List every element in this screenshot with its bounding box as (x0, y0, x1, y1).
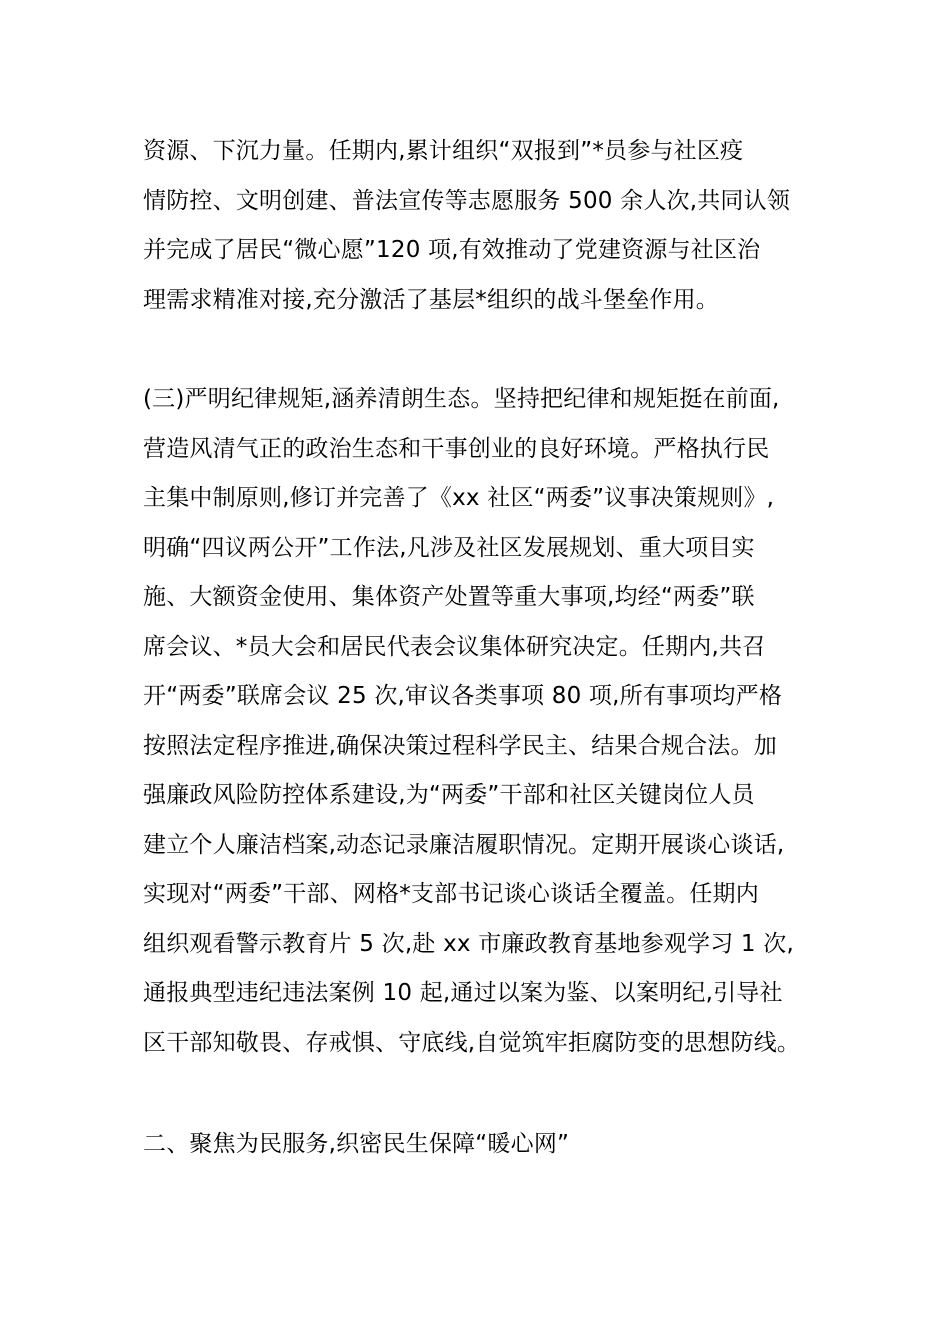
text-line: 明确“四议两公开”工作法,凡涉及社区发展规划、重大项目实 (143, 534, 755, 561)
section-heading (143, 1120, 823, 1170)
text-line: 开“两委”联席会议 25 次,审议各类事项 80 项,所有事项均严格 (143, 683, 783, 709)
text-line: 施、大额资金使用、集体资产处置等重大事项,均经“两委”联 (143, 584, 755, 610)
paragraph-resources (143, 127, 823, 325)
text-line: 情防控、文明创建、普法宣传等志愿服务 500 余人次,共同认领 (143, 187, 791, 214)
text-line: 强廉政风险防控体系建设,为“两委”干部和社区关键岗位人员 (143, 782, 755, 808)
heading-text: 二、聚焦为民服务,织密民生保障“暖心网” (143, 1131, 570, 1157)
text-line: 建立个人廉洁档案,动态记录廉洁履职情况。定期开展谈心谈话, (143, 831, 785, 858)
text-line: 通报典型违纪违法案例 10 起,通过以案为鉴、以案明纪,引导社 (143, 980, 783, 1006)
paragraph-discipline (143, 375, 823, 1068)
text-line: 资源、下沉力量。任期内,累计组织“双报到”*员参与社区疫 (143, 138, 744, 164)
text-line: 理需求精准对接,充分激活了基层*组织的战斗堡垒作用。 (143, 286, 720, 313)
text-line: 席会议、*员大会和居民代表会议集体研究决定。任期内,共召 (143, 633, 766, 660)
text-line: 实现对“两委”干部、网格*支部书记谈心谈话全覆盖。任期内 (143, 881, 759, 907)
text-line: 营造风清气正的政治生态和干事创业的良好环境。严格执行民 (143, 435, 770, 462)
text-line: 并完成了居民“微心愿”120 项,有效推动了党建资源与社区治 (143, 237, 761, 263)
text-line: 主集中制原则,修订并完善了《xx 社区“两委”议事决策规则》, (143, 485, 775, 511)
text-line: 按照法定程序推进,确保决策过程科学民主、结果合规合法。加 (143, 732, 777, 759)
text-line: 区干部知敬畏、存戒惧、守底线,自觉筑牢拒腐防变的思想防线。 (143, 1029, 801, 1056)
text-line: (三)严明纪律规矩,涵养清朗生态。坚持把纪律和规矩挺在前面, (143, 386, 780, 412)
text-line: 组织观看警示教育片 5 次,赴 xx 市廉政教育基地参观学习 1 次, (143, 930, 794, 957)
